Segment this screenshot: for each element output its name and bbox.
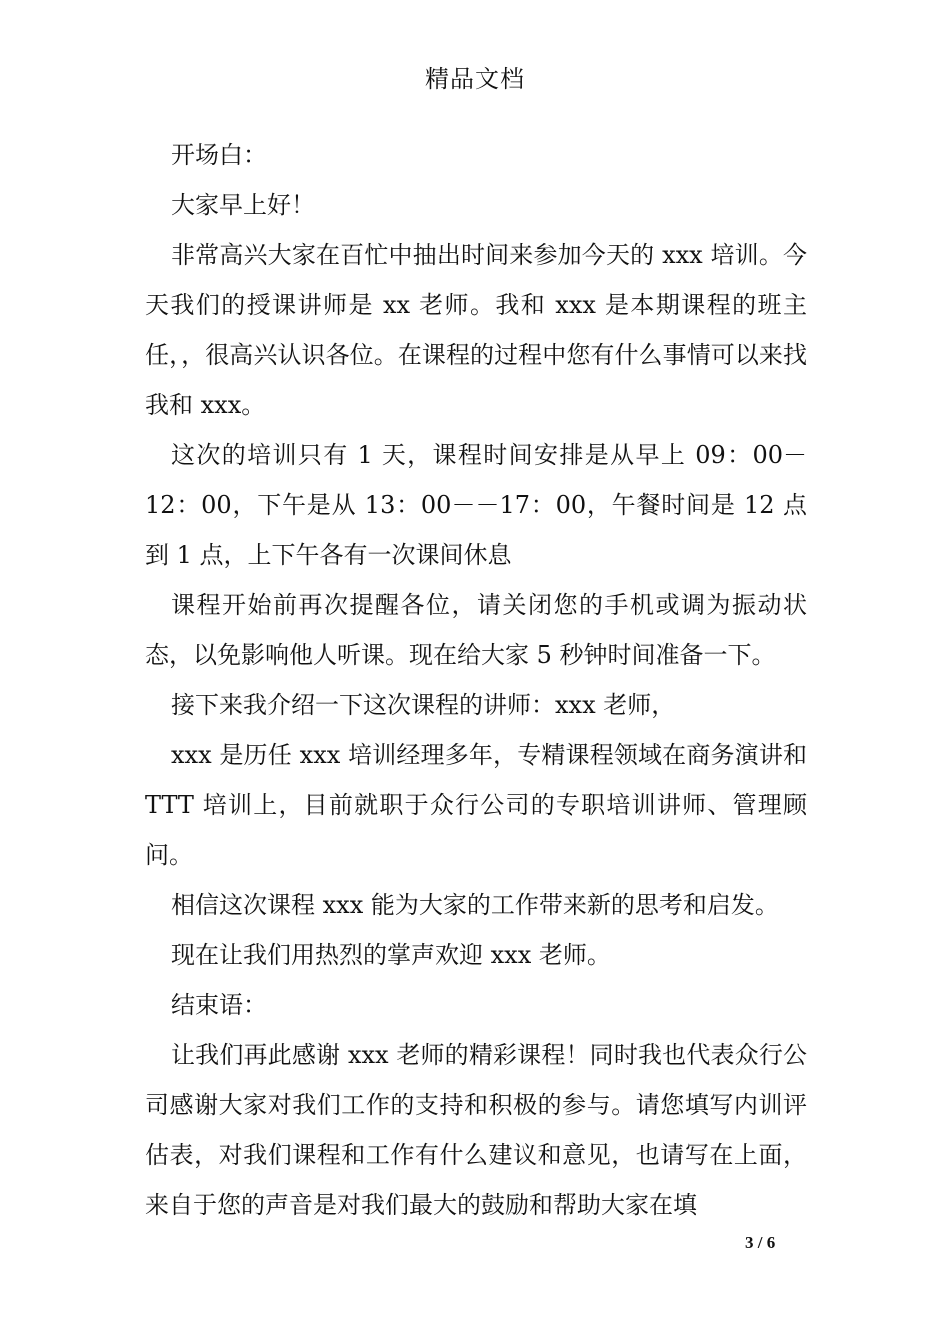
paragraph-instructor-intro: 接下来我介绍一下这次课程的讲师：xxx 老师， [171, 691, 676, 719]
paragraph-instructor-bio: xxx 是历任 xxx 培训经理多年，专精课程领域在商务演讲和 TTT 培训上，目前就职于众行公司的专职培训讲师、管理顾问。 [145, 741, 807, 869]
paragraph-closing-heading: 结束语： [171, 991, 267, 1019]
paragraph-phone-reminder: 课程开始前再次提醒各位，请关闭您的手机或调为振动状态，以免影响他人听课。现在给大家 5 秒钟时间准备一下。 [145, 591, 807, 669]
document-body [145, 130, 807, 1230]
page-header-title: 精品文档 [425, 65, 525, 93]
paragraph-opening-heading: 开场白： [171, 141, 267, 169]
paragraph-expectation: 相信这次课程 xxx 能为大家的工作带来新的思考和启发。 [171, 891, 779, 919]
paragraph-welcome: 非常高兴大家在百忙中抽出时间来参加今天的 xxx 培训。今天我们的授课讲师是 xx 老师。我和 xxx 是本期课程的班主任，，很高兴认识各位。在课程的过程中您有什么事情可以来找我和 xxx。 [145, 241, 807, 419]
paragraph-schedule: 这次的培训只有 1 天，课程时间安排是从早上 09：00－12：00，下午是从 13：00－－17：00，午餐时间是 12 点到 1 点，上下午各有一次课间休息 [145, 441, 807, 569]
paragraph-greeting: 大家早上好！ [171, 191, 315, 219]
page-number: 3 / 6 [745, 1233, 776, 1252]
paragraph-closing-remarks: 让我们再此感谢 xxx 老师的精彩课程！同时我也代表众行公司感谢大家对我们工作的支持和积极的参与。请您填写内训评估表，对我们课程和工作有什么建议和意见，也请写在上面，来自于您的声音是对我们最大的鼓励和帮助大家在填 [145, 1041, 807, 1219]
paragraph-applause: 现在让我们用热烈的掌声欢迎 xxx 老师。 [171, 941, 611, 969]
